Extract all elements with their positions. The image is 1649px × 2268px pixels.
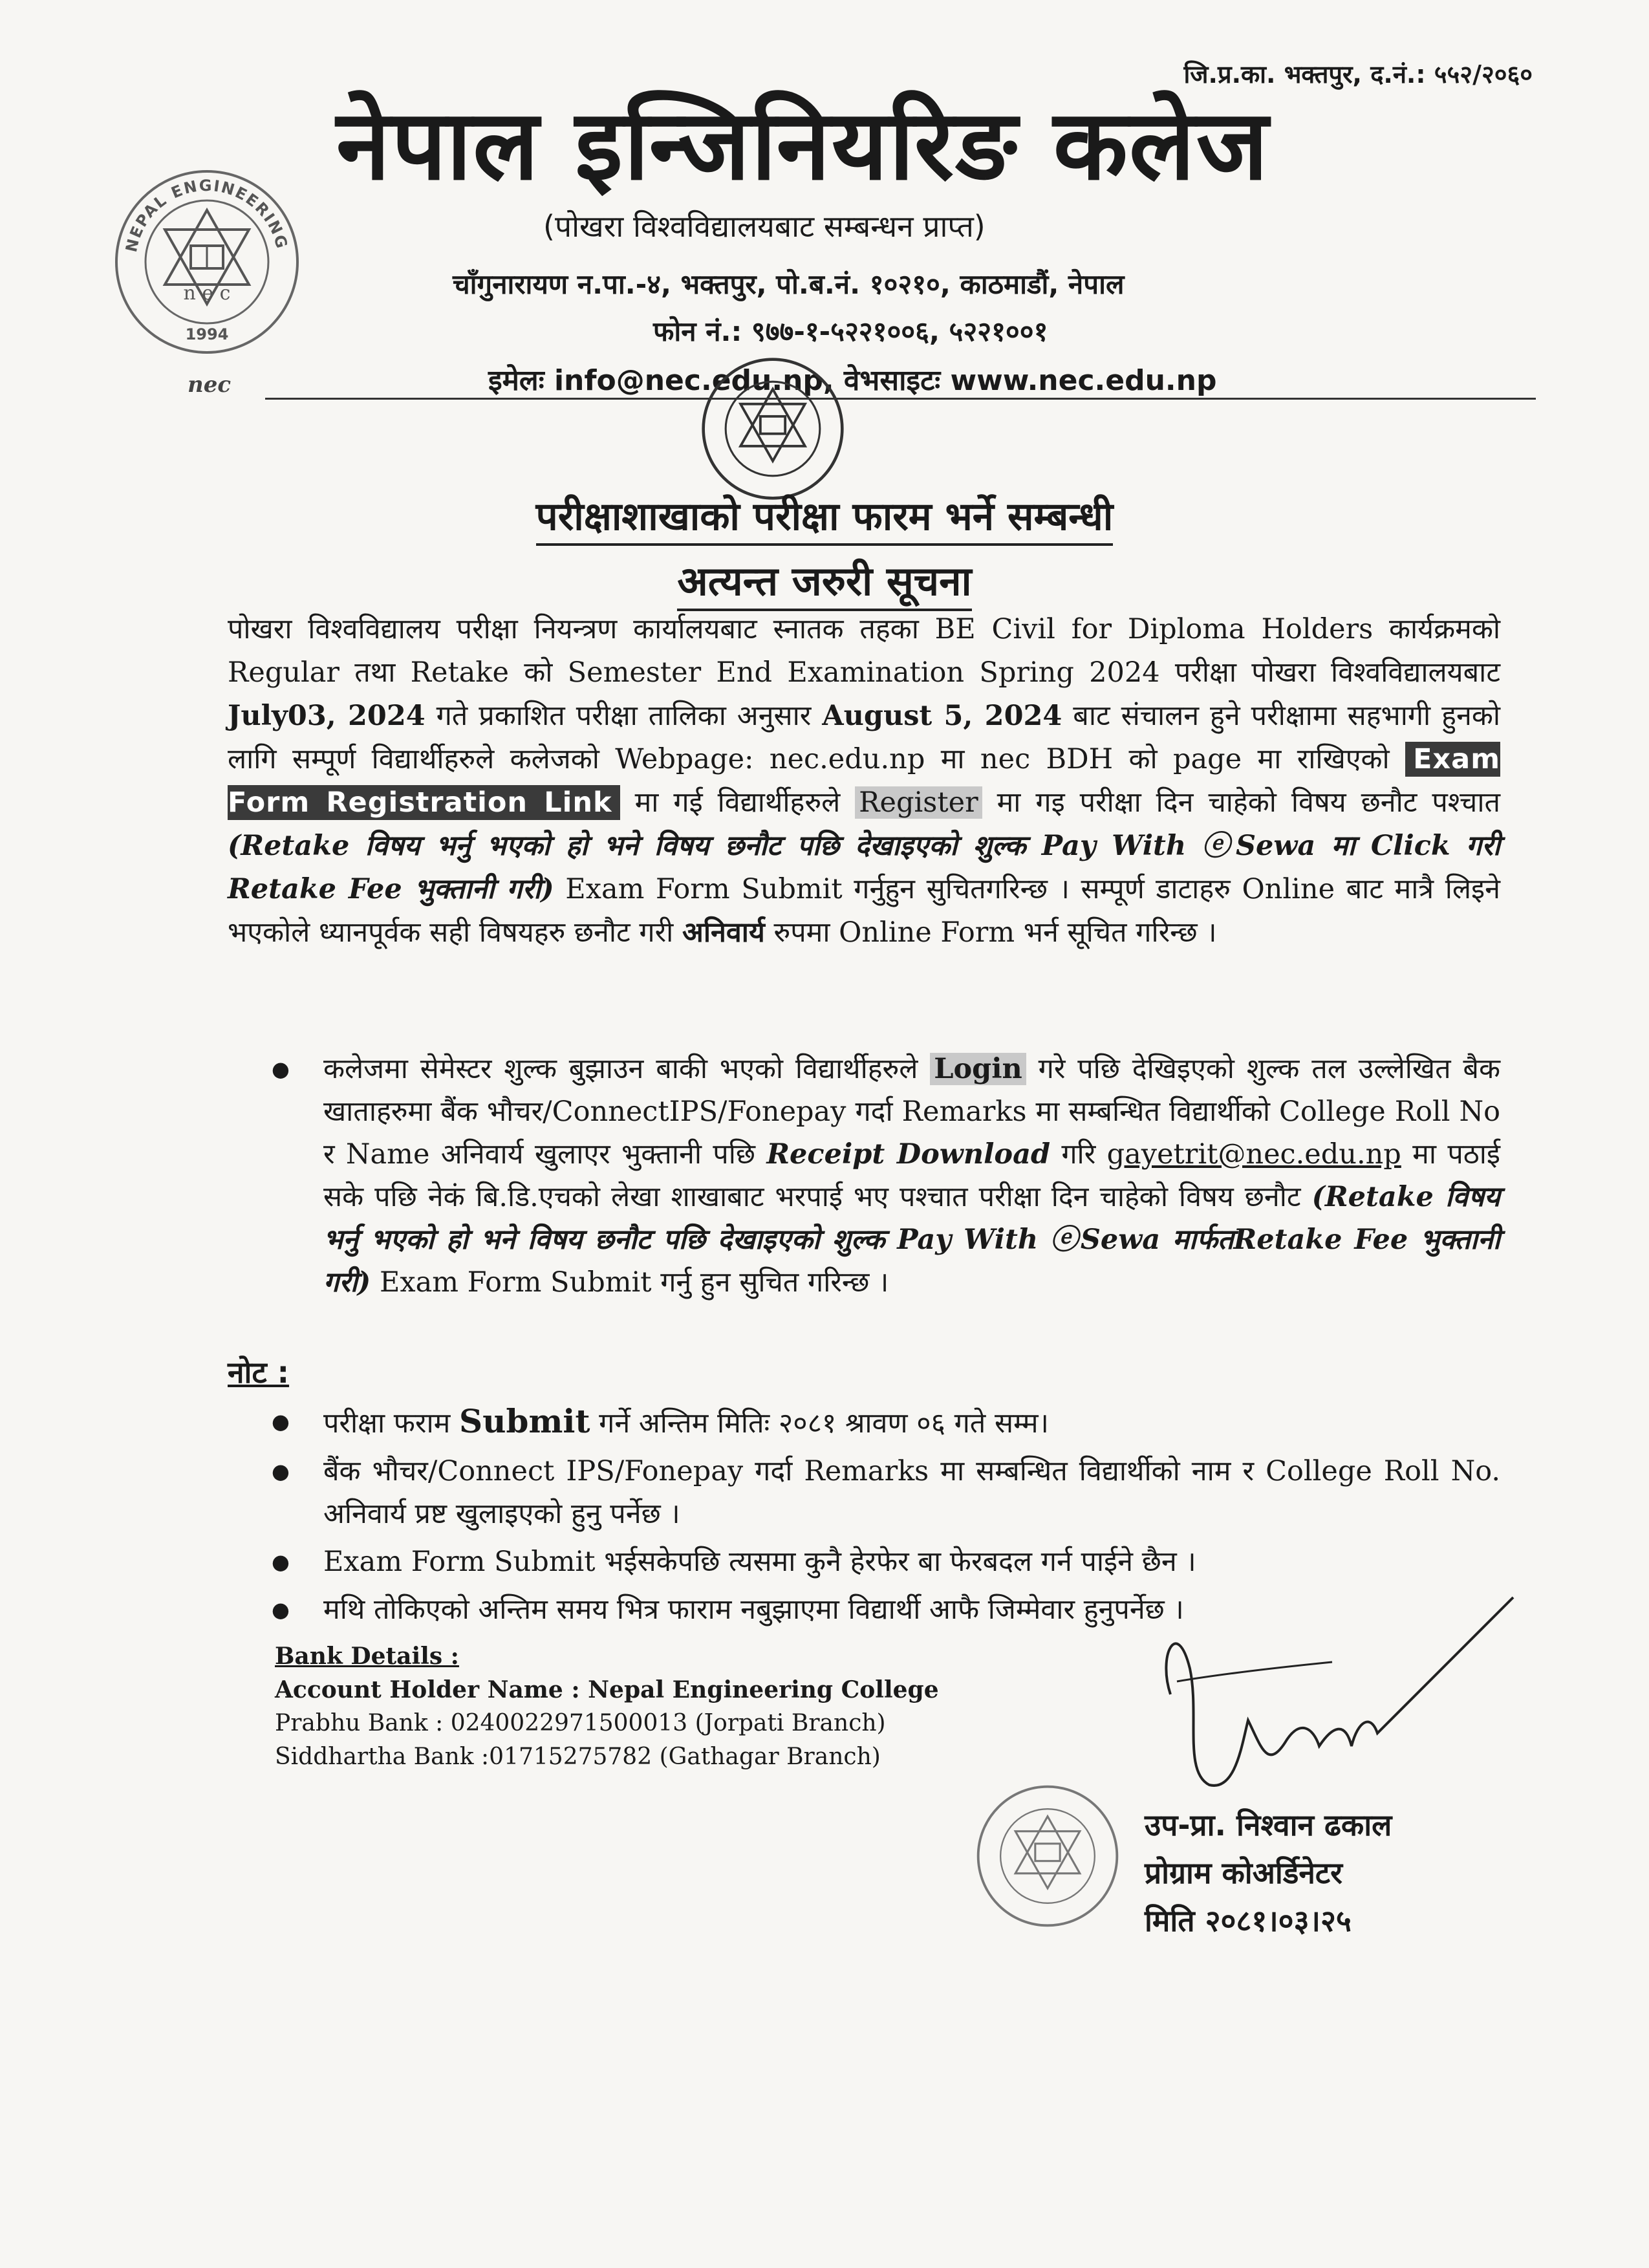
phone-numbers: फोन नं.: ९७७-१-५२२१००६, ५२२१००१ bbox=[653, 316, 1048, 347]
address: चाँगुनारायण न.पा.-४, भक्तपुर, पो.ब.नं. १०२१०, काठमाडौं, नेपाल bbox=[453, 268, 1125, 300]
affiliation: (पोखरा विश्वविद्यालयबाट सम्बन्धन प्राप्त) bbox=[543, 209, 986, 244]
list-item: ● मथि तोकिएको अन्तिम समय भित्र फाराम नबुझाएमा विद्यार्थी आफै जिम्मेवार हुनुपर्नेछ । bbox=[272, 1588, 1500, 1631]
stamp-bottom bbox=[973, 1782, 1122, 1930]
list-item: ● परीक्षा फराम Submit गर्ने अन्तिम मितिः २०८१ श्रावण ०६ गते सम्म। bbox=[272, 1400, 1500, 1445]
logo-caption: nec bbox=[188, 372, 232, 398]
note-heading: नोट : bbox=[228, 1355, 290, 1390]
signer-block bbox=[1145, 1801, 1392, 1945]
list-item: ● कलेजमा सेमेस्टर शुल्क बुझाउन बाकी भएको विद्यार्थीहरुले Login गरे पछि देखिइएको शुल्क तल उल्लेखित बैक खाताहरुमा बैंक भौचर/ConnectIPS/Fonepay गर्दा Remarks मा सम्बन्धित विद्यार्थीको College Roll No र Name अनिवार्य खुलाएर भुक्तानी पछि Receipt Download गरि gayetrit@nec.edu.np मा पठाई सके पछि नेकं बि.डि.एचको लेखा शाखाबाट भरपाई भए पश्चात परीक्षा दिन चाहेको विषय छनौट (Retake विषय भर्नु भएको हो भने विषय छनौट पछि देखाइएको शुल्क Pay With ⓔSewa मार्फतRetake Fee भुक्तानी गरी) Exam Form Submit गर्नु हुन सुचित गरिन्छ । bbox=[272, 1048, 1500, 1304]
list-item: ● Exam Form Submit भईसकेपछि त्यसमा कुनै हेरफेर बा फेरबदल गर्न पाईने छैन । bbox=[272, 1540, 1500, 1583]
payment-instructions bbox=[272, 1048, 1500, 1309]
notice-subtitle: अत्यन्त जरुरी सूचना bbox=[0, 553, 1649, 607]
college-name: नेपाल इन्जिनियरिङ कलेज bbox=[336, 89, 1269, 202]
signer-title: प्रोग्राम कोअर्डिनेटर bbox=[1145, 1855, 1342, 1890]
signer-name: उप-प्रा. निश्वान ढकाल bbox=[1145, 1808, 1392, 1842]
logo-abbr: n e c bbox=[183, 282, 231, 305]
account-holder: Account Holder Name : Nepal Engineering College bbox=[275, 1676, 939, 1703]
college-logo bbox=[110, 165, 304, 359]
registration-number: जि.प्र.का. भक्तपुर, द.नं.: ५५२/२०६० bbox=[1183, 60, 1533, 89]
notice-title: परीक्षाशाखाको परीक्षा फारम भर्ने सम्बन्धी bbox=[0, 488, 1649, 541]
siddhartha-bank: Siddhartha Bank :01715275782 (Gathagar Branch) bbox=[275, 1744, 881, 1770]
list-item: ● बैंक भौचर/Connect IPS/Fonepay गर्दा Remarks मा सम्बन्धित विद्यार्थीको नाम र College Roll No. अनिवार्य प्रष्ट खुलाइएको हुनु पर्नेछ । bbox=[272, 1450, 1500, 1535]
registration-link-label: Exam Form Registration Link bbox=[228, 743, 1500, 819]
logo-ring-text: NEPAL ENGINEERING bbox=[122, 176, 292, 254]
signature bbox=[1138, 1578, 1526, 1811]
signer-date: मिति २०८१।०३।२५ bbox=[1145, 1903, 1352, 1938]
prabhu-bank: Prabhu Bank : 0240022971500013 (Jorpati Branch) bbox=[275, 1710, 886, 1736]
header-rule bbox=[265, 398, 1536, 400]
bank-heading: Bank Details : bbox=[275, 1643, 459, 1670]
email-website: इमेलः info@nec.edu.np, वेभसाइटः www.nec.edu.np bbox=[488, 364, 1217, 397]
logo-year: 1994 bbox=[185, 325, 229, 343]
bank-details bbox=[275, 1639, 939, 1774]
email-address: gayetrit@nec.edu.np bbox=[1106, 1138, 1401, 1171]
notice-body: पोखरा विश्वविद्यालय परीक्षा नियन्त्रण कार्यालयबाट स्नातक तहका BE Civil for Diploma Holders कार्यक्रमको Regular तथा Retake को Semester End Examination Spring 2024 परीक्षा पोखरा विश्वविद्यालयबाट July03, 2024 गते प्रकाशित परीक्षा तालिका अनुसार August 5, 2024 बाट संचालन हुने परीक्षामा सहभागी हुनको लागि सम्पूर्ण विद्यार्थीहरुले कलेजको Webpage: nec.edu.np मा nec BDH को page मा राखिएको Exam Form Registration Link मा गई विद्यार्थीहरुले Register मा गइ परीक्षा दिन चाहेको विषय छनौट पश्चात (Retake विषय भर्नु भएको हो भने विषय छनौट पछि देखाइएको शुल्क Pay With ⓔSewa मा Click गरी Retake Fee भुक्तानी गरी) Exam Form Submit गर्नुहुन सुचितगरिन्छ । सम्पूर्ण डाटाहरु Online बाट मात्रै लिइने भएकोले ध्यानपूर्वक सही विषयहरु छनौट गरी अनिवार्य रुपमा Online Form भर्न सूचित गरिन्छ । bbox=[228, 613, 1501, 949]
stamp-top bbox=[698, 354, 847, 503]
